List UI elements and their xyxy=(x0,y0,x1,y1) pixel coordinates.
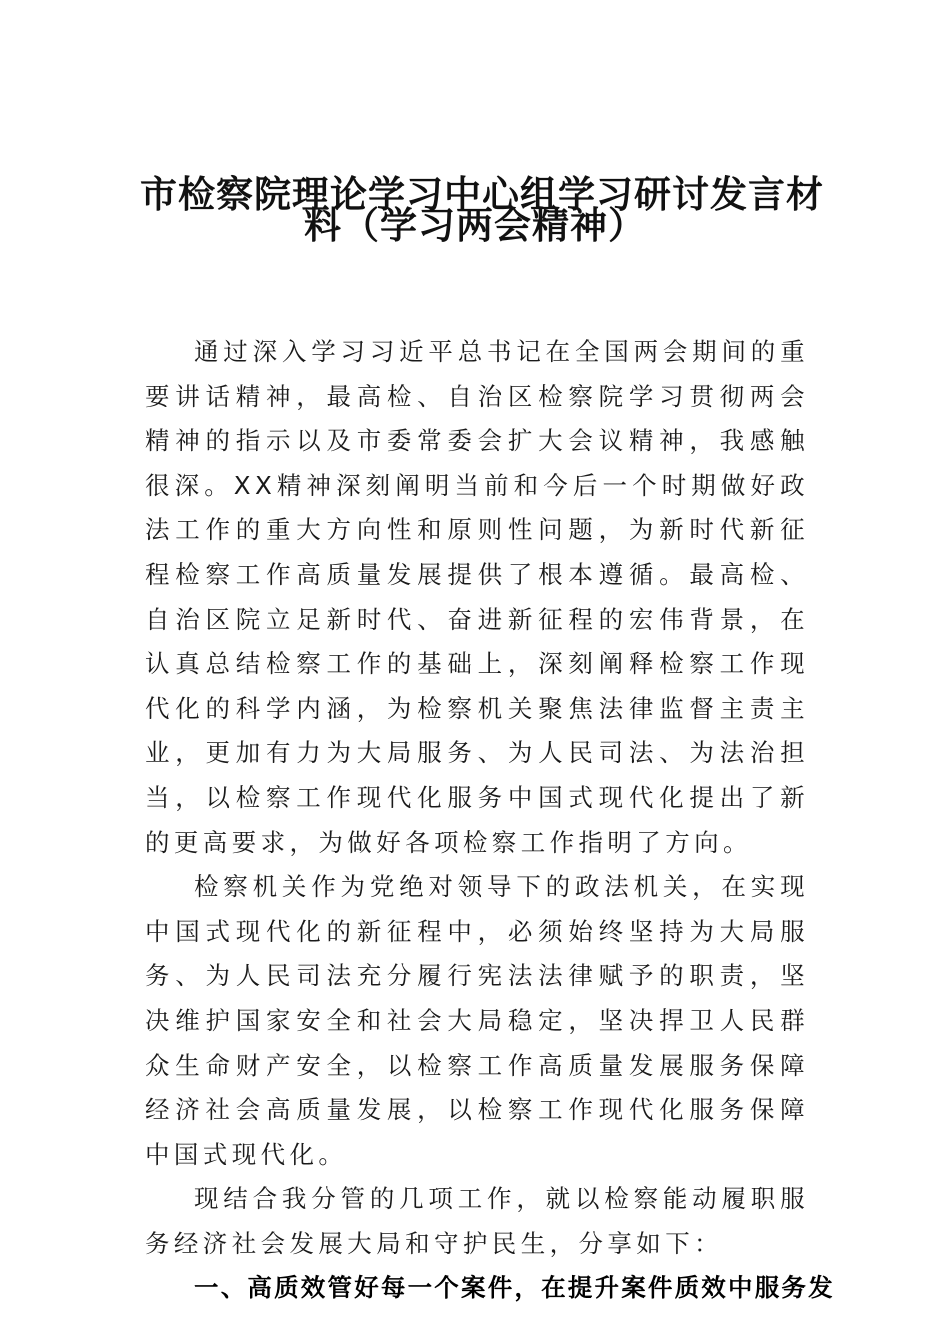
paragraph-1: 通过深入学习习近平总书记在全国两会期间的重要讲话精神，最高检、自治区检察院学习贯彻两会精神的指示以及市委常委会扩大会议精神，我感触很深。XX精神深刻阐明当前和今后一个时期做好政法工作的重大方向性和原则性问题，为新时代新征程检察工作高质量发展提供了根本遵循。最高检、自治区院立足新时代、奋进新征程的宏伟背景，在认真总结检察工作的基础上，深刻阐释检察工作现代化的科学内涵，为检察机关聚焦法律监督主责主业，更加有力为大局服务、为人民司法、为法治担当，以检察工作现代化服务中国式现代化提出了新的更高要求，为做好各项检察工作指明了方向。 xyxy=(145,337,809,857)
document-title-line-2: 料（学习两会精神） xyxy=(304,203,646,247)
paragraph-3: 现结合我分管的几项工作，就以检察能动履职服务经济社会发展大局和守护民生，分享如下： xyxy=(145,1184,809,1258)
document-title-line-1: 市检察院理论学习中心组学习研讨发言材 xyxy=(140,172,824,216)
section-heading-1: 一、高质效管好每一个案件，在提升案件质效中服务发 xyxy=(194,1273,835,1303)
document-body xyxy=(145,330,835,1311)
paragraph-2: 检察机关作为党绝对领导下的政法机关，在实现中国式现代化的新征程中，必须始终坚持为大局服务、为人民司法充分履行宪法法律赋予的职责，坚决维护国家安全和社会大局稳定，坚决捍卫人民群众生命财产安全，以检察工作高质量发展服务保障经济社会高质量发展，以检察工作现代化服务保障中国式现代化。 xyxy=(145,872,809,1169)
